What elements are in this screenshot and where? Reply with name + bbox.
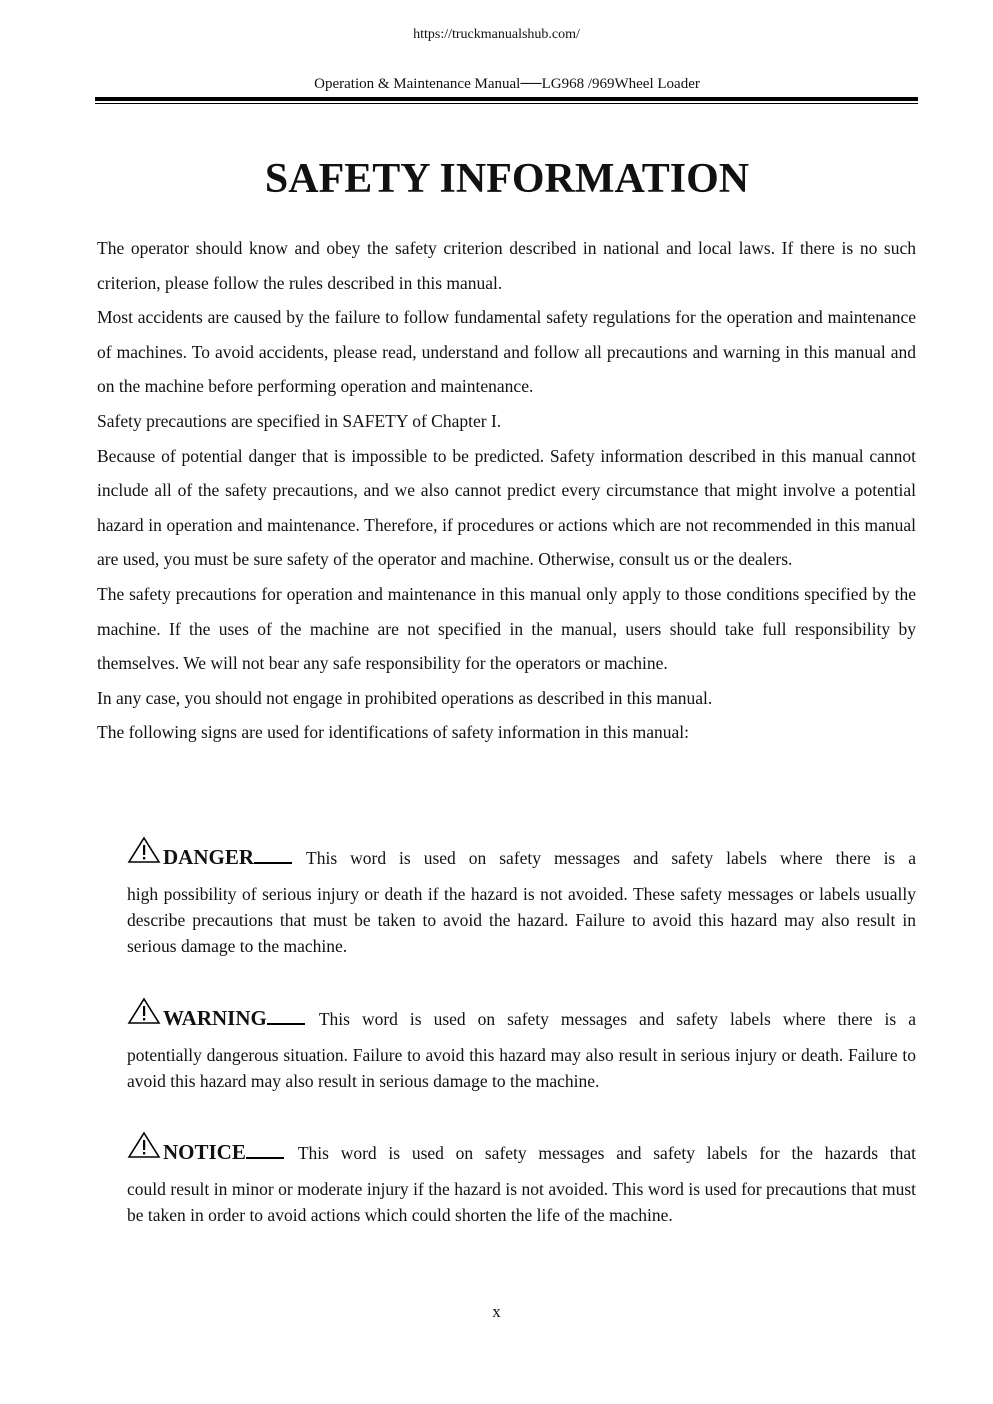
paragraph: Because of potential danger that is impossible to be predicted. Safety information described in this manual cannot include all of the safety precautions, and we also cannot predict every circumstance that might involve a potential hazard in operation and maintenance. Therefore, if procedures or actions which are not recommended in this manual are used, you must be sure safety of the operator and machine. Otherwise, consult us or the dealers. [97,445,916,570]
signal-word: WARNING [163,1006,267,1030]
paragraph: The safety precautions for operation and maintenance in this manual only apply to those conditions specified by the machine. If the uses of the machine are not specified in the manual, users should take full responsibility by themselves. We will not bear any safe responsibility for the operators or machine. [97,583,916,674]
sign-description-first-line: This word is used on safety messages and safety labels where there is a [306,848,916,868]
signal-word: NOTICE [163,1140,246,1164]
page-number: x [492,1302,501,1321]
sign-description: potentially dangerous situation. Failure to avoid this hazard may also result in serious injury or death. Failure to avoid this hazard may also result in serious damage to the machine. [127,1045,916,1091]
sign-heading [127,1131,916,1166]
em-dash [267,1023,305,1025]
sign-description: high possibility of serious injury or death if the hazard is not avoided. These safety messages or labels usually describe precautions that must be taken to avoid the hazard. Failure to avoid this hazard may also result in serious damage to the machine. [127,884,916,956]
notice-sign [127,1131,916,1228]
em-dash [246,1157,284,1159]
body-text [97,231,916,750]
warning-triangle-icon [127,997,161,1025]
sign-heading [127,836,916,871]
sign-description-first-line: This word is used on safety messages and safety labels for the hazards that [297,1143,916,1163]
warning-triangle-icon [127,1131,161,1159]
signal-word: DANGER [163,845,255,869]
sign-heading [127,997,916,1032]
header-rule-thick [95,97,918,101]
source-url: https://truckmanualshub.com/ [413,27,580,42]
sign-description-first-line: This word is used on safety messages and safety labels where there is a [318,1009,916,1029]
warning-sign [127,997,916,1094]
header-rule-thin [95,103,918,104]
paragraph: The following signs are used for identifications of safety information in this manual: [97,722,689,743]
em-dash [254,862,292,864]
sign-description: could result in minor or moderate injury if the hazard is not avoided. This word is used for precautions that must be taken in order to avoid actions which could shorten the life of the machine. [127,1179,916,1225]
paragraph: In any case, you should not engage in prohibited operations as described in this manual. [97,687,713,708]
danger-sign [127,836,916,959]
paragraph: Safety precautions are specified in SAFETY of Chapter I. [97,410,502,431]
paragraph: The operator should know and obey the safety criterion described in national and local laws. If there is no such criterion, please follow the rules described in this manual. [97,238,916,293]
warning-triangle-icon [127,836,161,864]
paragraph: Most accidents are caused by the failure to follow fundamental safety regulations for the operation and maintenance of machines. To avoid accidents, please read, understand and follow all precautions and warning in this manual and on the machine before performing operation and maintenance. [97,307,916,397]
running-header: Operation & Maintenance Manual──LG968 /969Wheel Loader [314,76,700,92]
page-title: SAFETY INFORMATION [264,156,750,202]
